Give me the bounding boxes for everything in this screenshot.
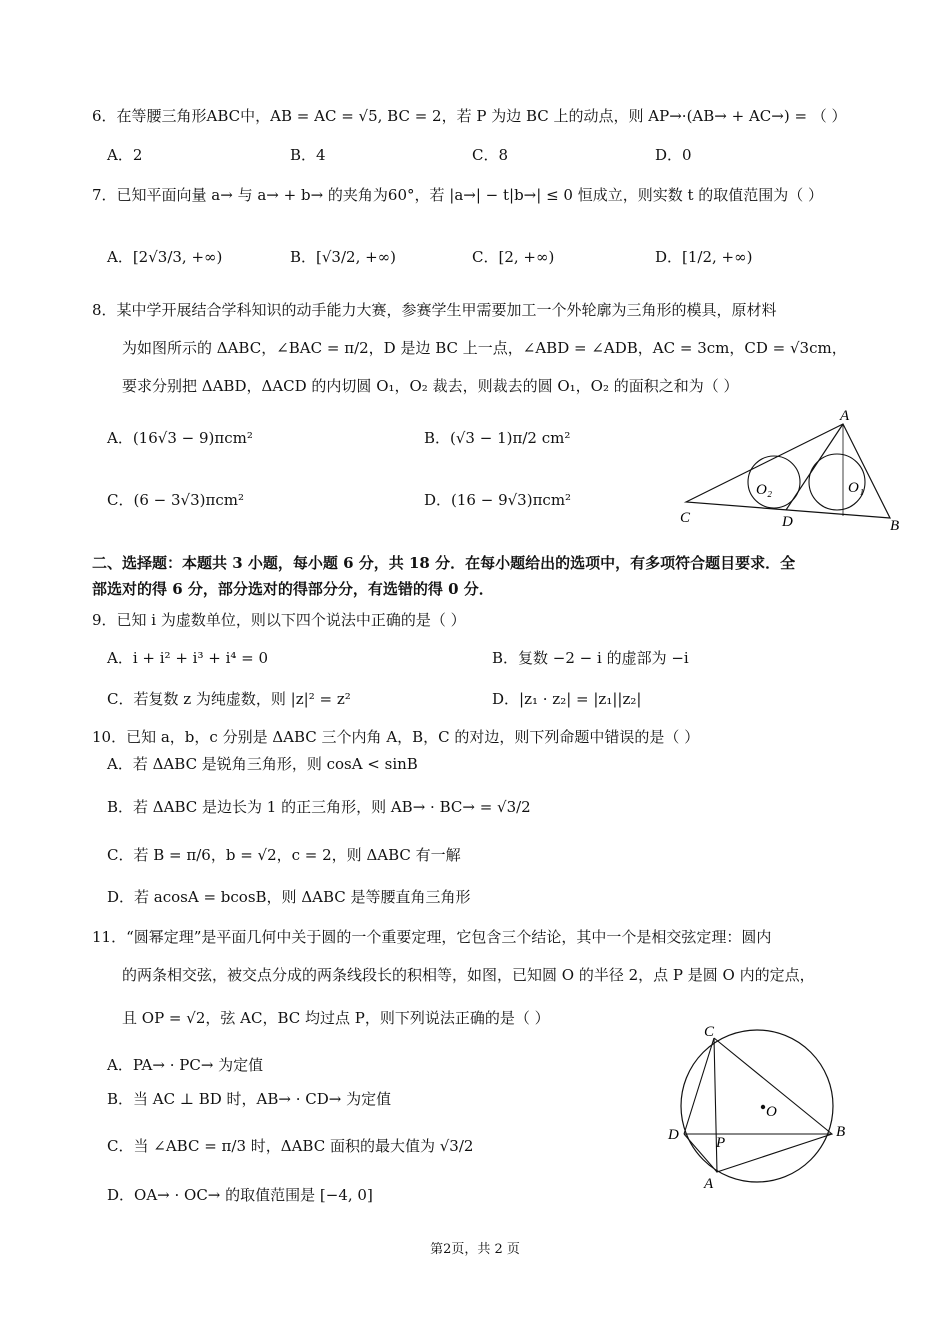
q10-stem: 10．已知 a，b，c 分别是 ΔABC 三个内角 A，B，C 的对边，则下列命题中错误的是（ ） xyxy=(92,728,700,746)
q11-option-c: C．当 ∠ABC = π/3 时，ΔABC 面积的最大值为 √3/2 xyxy=(107,1137,474,1155)
q8-label-b: B xyxy=(890,518,900,534)
q9-stem: 9．已知 i 为虚数单位，则以下四个说法中正确的是（ ） xyxy=(92,611,466,629)
q11-label-o: O xyxy=(766,1104,777,1120)
q11-stem-line3: 且 OP = √2，弦 AC，BC 均过点 P，则下列说法正确的是（ ） xyxy=(122,1009,550,1027)
q7-option-c: C．[2, +∞) xyxy=(472,248,555,266)
q8-stem-line2: 为如图所示的 ΔABC，∠BAC = π/2，D 是边 BC 上一点，∠ABD = ∠ADB，AC = 3cm，CD = √3cm， xyxy=(122,339,847,357)
q11-label-a: A xyxy=(704,1176,714,1192)
q8-stem-line3: 要求分别把 ΔABD，ΔACD 的内切圆 O₁，O₂ 裁去，则裁去的圆 O₁，O₂ 的面积之和为（ ） xyxy=(122,377,739,395)
q10-option-a: A．若 ΔABC 是锐角三角形，则 cosA < sinB xyxy=(107,755,418,773)
q11-option-a: A．PA→ · PC→ 为定值 xyxy=(107,1056,264,1074)
q8-stem-line1: 8．某中学开展结合学科知识的动手能力大赛，参赛学生甲需要加工一个外轮廓为三角形的模具，原材料 xyxy=(92,301,777,319)
q10-option-b: B．若 ΔABC 是边长为 1 的正三角形，则 AB→ · BC→ = √3/2 xyxy=(107,798,531,816)
q10-option-c: C．若 B = π/6，b = √2，c = 2，则 ΔABC 有一解 xyxy=(107,846,461,864)
q8-label-c: C xyxy=(680,510,691,526)
q6-option-d: D．0 xyxy=(655,146,692,164)
q11-circle-figure xyxy=(664,1022,864,1192)
page-footer: 第2页，共 2 页 xyxy=(430,1242,520,1257)
q6-option-a: A．2 xyxy=(107,146,143,164)
q6-option-b: B．4 xyxy=(290,146,326,164)
q8-label-o2: O₂ xyxy=(756,482,773,498)
q8-option-c: C．(6 − 3√3)πcm² xyxy=(107,491,244,509)
q7-stem: 7．已知平面向量 a→ 与 a→ + b→ 的夹角为60°，若 |a→| − t|b→| ≤ 0 恒成立，则实数 t 的取值范围为（ ） xyxy=(92,186,824,204)
q8-option-d: D．(16 − 9√3)πcm² xyxy=(424,491,572,509)
q11-label-d: D xyxy=(668,1127,679,1143)
q9-option-b: B．复数 −2 − i 的虚部为 −i xyxy=(492,649,689,667)
q7-option-b: B．[√3/2, +∞) xyxy=(290,248,397,266)
q6-option-c: C．8 xyxy=(472,146,509,164)
q8-triangle-figure xyxy=(672,404,910,534)
q9-option-a: A．i + i² + i³ + i⁴ = 0 xyxy=(107,649,269,667)
q11-stem-line1: 11．“圆幂定理”是平面几何中关于圆的一个重要定理，它包含三个结论，其中一个是相交弦定理：圆内 xyxy=(92,928,772,946)
q9-option-c: C．若复数 z 为纯虚数，则 |z|² = z² xyxy=(107,690,351,708)
q9-option-d: D．|z₁ · z₂| = |z₁||z₂| xyxy=(492,690,642,708)
q8-label-o1: O₁ xyxy=(848,480,865,496)
q8-option-b: B．(√3 − 1)π/2 cm² xyxy=(424,429,571,447)
q11-label-b: B xyxy=(836,1124,846,1140)
q11-label-c: C xyxy=(704,1024,715,1040)
q11-stem-line2: 的两条相交弦，被交点分成的两条线段长的积相等，如图，已知圆 O 的半径 2，点 P 是圆 O 内的定点， xyxy=(122,966,815,984)
q11-label-p: P xyxy=(716,1135,726,1151)
section2-header-line1: 二、选择题：本题共 3 小题，每小题 6 分，共 18 分．在每小题给出的选项中，有多项符合题目要求．全 xyxy=(92,554,796,572)
q8-label-a: A xyxy=(840,408,850,424)
q11-option-d: D．OA→ · OC→ 的取值范围是 [−4, 0] xyxy=(107,1186,373,1204)
q7-option-d: D．[1/2, +∞) xyxy=(655,248,753,266)
q10-option-d: D．若 acosA = bcosB，则 ΔABC 是等腰直角三角形 xyxy=(107,888,471,906)
q8-option-a: A．(16√3 − 9)πcm² xyxy=(107,429,253,447)
q7-option-a: A．[2√3/3, +∞) xyxy=(107,248,223,266)
q6-stem: 6．在等腰三角形ABC中，AB = AC = √5, BC = 2，若 P 为边 BC 上的动点，则 AP→·(AB→ + AC→) = （ ） xyxy=(92,107,847,125)
q8-label-d: D xyxy=(782,514,793,530)
q11-option-b: B．当 AC ⊥ BD 时，AB→ · CD→ 为定值 xyxy=(107,1090,392,1108)
section2-header-line2: 部选对的得 6 分，部分选对的得部分分，有选错的得 0 分． xyxy=(92,580,494,598)
